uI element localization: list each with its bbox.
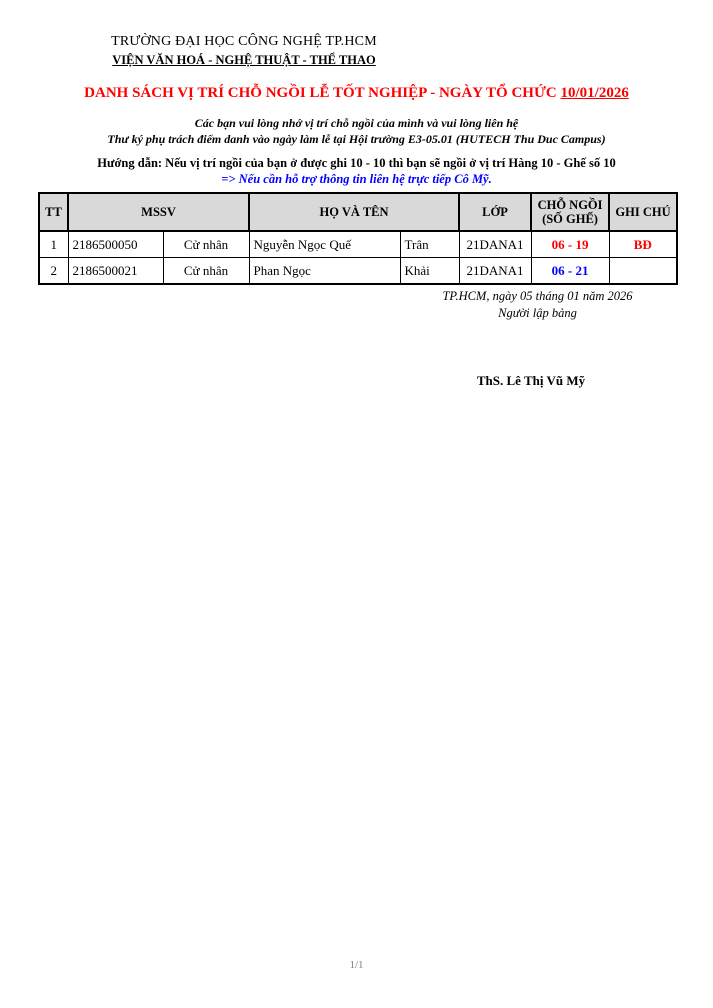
faculty-name: VIỆN VĂN HOÁ - NGHỆ THUẬT - THỂ THAO	[112, 52, 376, 67]
cell-class: 21DANA1	[459, 231, 531, 258]
note-line-2: Thư ký phụ trách điểm danh vào ngày làm lễ tại Hội trường E3-05.01 (HUTECH Thu Duc Campus)	[107, 131, 606, 146]
page-number: 1/1	[349, 959, 364, 971]
cell-note	[609, 258, 677, 285]
document-title-text: DANH SÁCH VỊ TRÍ CHỖ NGỒI LỄ TỐT NGHIỆP - NGÀY TỔ CHỨC	[84, 85, 561, 101]
cell-firstname: Khải	[400, 258, 459, 285]
guide-line: Hướng dẫn: Nếu vị trí ngồi của bạn ở được ghi 10 - 10 thì bạn sẽ ngồi ở vị trí Hàng 10 - Ghế số 10	[97, 156, 616, 170]
cell-tt: 2	[39, 258, 68, 285]
cell-mssv: 2186500021	[68, 258, 163, 285]
reminder-notes	[0, 116, 713, 148]
col-header-class: LỚP	[459, 193, 531, 231]
col-header-note: GHI CHÚ	[609, 193, 677, 231]
cell-tt: 1	[39, 231, 68, 258]
university-name: TRƯỜNG ĐẠI HỌC CÔNG NGHỆ TP.HCM	[111, 34, 377, 49]
col-header-mssv: MSSV	[68, 193, 249, 231]
cell-lastname: Nguyễn Ngọc Quế	[249, 231, 400, 258]
col-header-name: HỌ VÀ TÊN	[249, 193, 459, 231]
cell-firstname: Trân	[400, 231, 459, 258]
col-header-seat: CHỖ NGỒI (SỐ GHẾ)	[531, 193, 609, 231]
cell-lastname: Phan Ngọc	[249, 258, 400, 285]
col-header-tt: TT	[39, 193, 68, 231]
signature-block	[400, 288, 675, 322]
place-date: TP.HCM, ngày 05 tháng 01 năm 2026	[442, 289, 633, 303]
table-row	[39, 258, 677, 285]
document-title	[0, 85, 713, 102]
cell-seat: 06 - 19	[531, 231, 609, 258]
ceremony-date: 10/01/2026	[560, 85, 629, 101]
support-line: => Nếu cần hỗ trợ thông tin liên hệ trực tiếp Cô Mỹ.	[221, 171, 492, 186]
cell-degree: Cử nhân	[163, 231, 249, 258]
cell-note: BĐ	[609, 231, 677, 258]
signer-role: Người lập bảng	[498, 305, 577, 320]
signer-name: ThS. Lê Thị Vũ Mỹ	[476, 373, 586, 388]
cell-seat: 06 - 21	[531, 258, 609, 285]
org-header	[110, 33, 378, 68]
guide-block	[0, 156, 713, 187]
note-line-1: Các bạn vui lòng nhớ vị trí chỗ ngồi của mình và vui lòng liên hệ	[194, 116, 519, 130]
table-row	[39, 231, 677, 258]
cell-mssv: 2186500050	[68, 231, 163, 258]
cell-degree: Cử nhân	[163, 258, 249, 285]
seating-table	[38, 192, 678, 285]
cell-class: 21DANA1	[459, 258, 531, 285]
table-header-row	[39, 193, 677, 231]
